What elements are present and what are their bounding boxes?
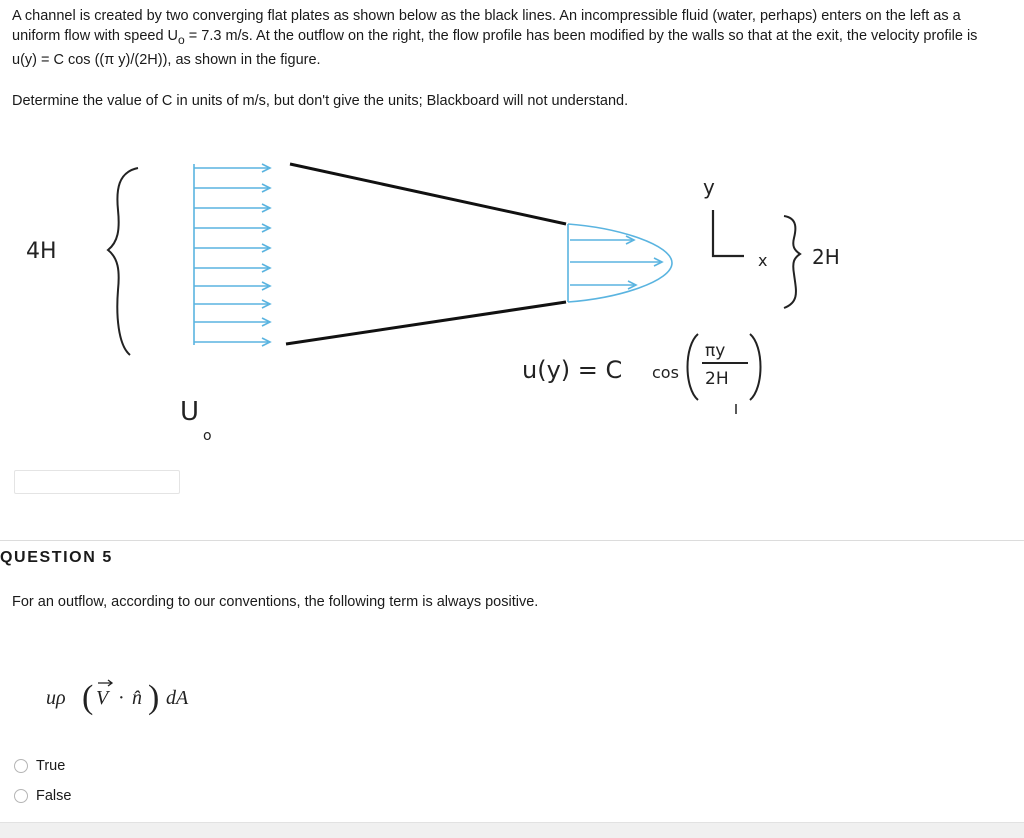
bottom-bar [0,822,1024,838]
question-divider [0,540,1024,541]
label-y: y [703,175,715,199]
label-u-subscript: o [203,428,212,444]
question-5-text: For an outflow, according to our conventions, the following term is always positive. [12,594,539,610]
radio-false[interactable] [14,789,28,803]
radio-true[interactable] [14,759,28,773]
option-true[interactable] [14,758,65,774]
formula-v: V [96,687,109,709]
channel-flow-figure [0,150,1024,460]
formula-dot: · [118,687,125,709]
axes [713,210,744,256]
formula-paren-close: ) [148,679,160,716]
left-brace [108,168,138,355]
upper-plate [290,164,566,224]
label-x: x [758,251,768,270]
eq-numerator: πy [705,341,726,361]
formula-paren-open: ( [82,679,94,716]
lower-plate [286,302,566,344]
formula-u-rho: uρ [46,687,66,709]
option-false-label: False [36,788,72,804]
formula-da: dA [166,687,189,709]
question-4-line1: A channel is created by two converging flat plates as shown below as the black lines. An incompressible fluid (water, perhaps) enters on the left as a uniform flow with speed U [12,8,961,44]
label-2h: 2H [812,245,840,269]
u-subscript: o [178,32,185,47]
right-brace [784,216,800,308]
outflow-profile [568,224,672,302]
formula-n-hat: n̂ [132,687,142,709]
label-4h: 4H [26,239,57,264]
flux-formula [40,668,220,724]
option-true-label: True [36,758,66,774]
inflow-arrows [194,164,270,346]
answer-input[interactable] [14,470,180,494]
question-4-text [12,6,1002,70]
eq-cos: cos [652,363,679,382]
eq-denominator: 2H [705,369,729,389]
eq-paren-right [750,334,761,400]
eq-lhs: u(y) = C [522,356,623,384]
label-u: U [180,397,200,427]
eq-paren-left [688,334,699,400]
option-false[interactable] [14,788,71,804]
question-5-heading: QUESTION 5 [0,549,113,566]
vector-arrow-icon [98,680,112,686]
question-4-line2: = 7.3 m/s. At the outflow on the right, the flow profile has been modified by the walls so that at the exit, the velocity profile is u(y) = C cos ((π y)/(2H)), as shown in the figure. [12,28,978,68]
question-4-prompt: Determine the value of C in units of m/s, but don't give the units; Blackboard will not understand. [12,93,629,109]
